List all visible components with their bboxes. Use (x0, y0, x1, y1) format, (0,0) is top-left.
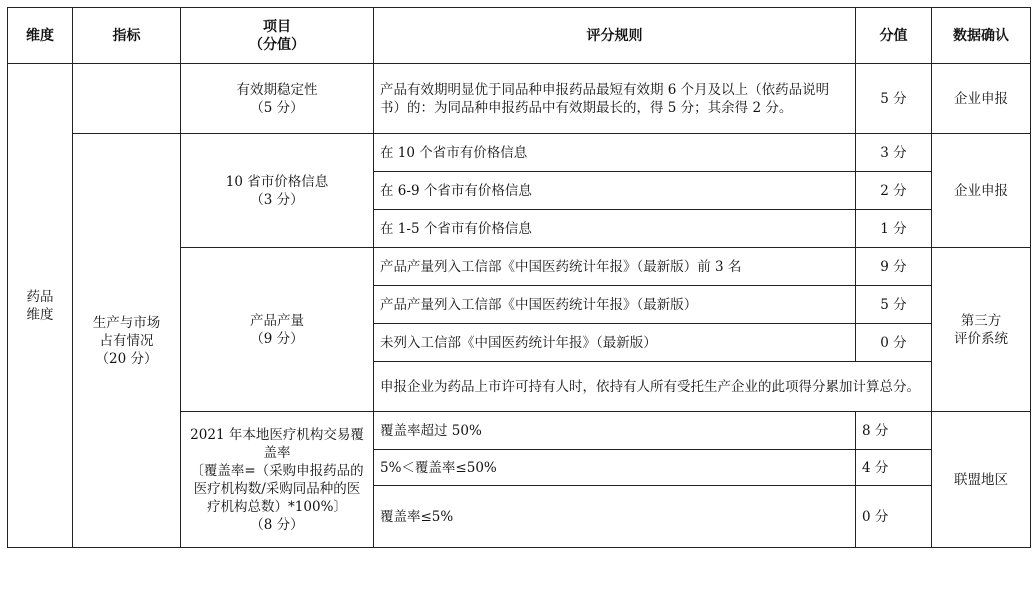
output-score-cell: 0 分 (856, 324, 932, 362)
dimension-cell: 药品 维度 (8, 64, 73, 548)
table-row (8, 134, 1031, 172)
header-score: 分值 (856, 8, 932, 64)
output-score-cell: 5 分 (856, 286, 932, 324)
price-score-cell: 2 分 (856, 172, 932, 210)
price-confirm-cell: 企业申报 (932, 134, 1031, 248)
coverage-rule-cell: 5%＜覆盖率≤50% (374, 450, 856, 486)
coverage-score-cell: 4 分 (856, 450, 932, 486)
price-score-cell: 1 分 (856, 210, 932, 248)
price-rule-cell: 在 6-9 个省市有价格信息 (374, 172, 856, 210)
coverage-score-cell: 0 分 (856, 486, 932, 548)
coverage-item-cell: 2021 年本地医疗机构交易覆盖率 〔覆盖率=（采购申报药品的医疗机构数/采购同品种的医疗机构总数）*100%〕 （8 分） (181, 412, 374, 548)
price-rule-cell: 在 1-5 个省市有价格信息 (374, 210, 856, 248)
price-rule-cell: 在 10 个省市有价格信息 (374, 134, 856, 172)
output-note-cell: 申报企业为药品上市许可持有人时，依持有人所有受托生产企业的此项得分累加计算总分。 (374, 362, 932, 412)
price-item-cell: 10 省市价格信息 （3 分） (181, 134, 374, 248)
validity-confirm-cell: 企业申报 (932, 64, 1031, 134)
output-score-cell: 9 分 (856, 248, 932, 286)
coverage-confirm-cell: 联盟地区 (932, 412, 1031, 548)
header-rule: 评分规则 (374, 8, 856, 64)
validity-rule-cell: 产品有效期明显优于同品种申报药品最短有效期 6 个月及以上（依药品说明书）的：为同品种申报药品中有效期最长的，得 5 分；其余得 2 分。 (374, 64, 856, 134)
header-item: 项目 （分值） (181, 8, 374, 64)
header-confirm: 数据确认 (932, 8, 1031, 64)
output-confirm-cell: 第三方 评价系统 (932, 248, 1031, 412)
coverage-rule-cell: 覆盖率超过 50% (374, 412, 856, 450)
output-item-cell: 产品产量 （9 分） (181, 248, 374, 412)
header-dimension: 维度 (8, 8, 73, 64)
header-row (8, 8, 1031, 64)
scoring-table (7, 7, 1031, 548)
coverage-score-cell: 8 分 (856, 412, 932, 450)
validity-item-cell: 有效期稳定性 （5 分） (181, 64, 374, 134)
output-rule-cell: 产品产量列入工信部《中国医药统计年报》（最新版）前 3 名 (374, 248, 856, 286)
table-row (8, 64, 1031, 134)
empty-indicator-cell (73, 64, 181, 134)
coverage-rule-cell: 覆盖率≤5% (374, 486, 856, 548)
validity-score-cell: 5 分 (856, 64, 932, 134)
indicator-cell: 生产与市场 占有情况 （20 分） (73, 134, 181, 548)
output-rule-cell: 产品产量列入工信部《中国医药统计年报》（最新版） (374, 286, 856, 324)
header-indicator: 指标 (73, 8, 181, 64)
price-score-cell: 3 分 (856, 134, 932, 172)
output-rule-cell: 未列入工信部《中国医药统计年报》（最新版） (374, 324, 856, 362)
